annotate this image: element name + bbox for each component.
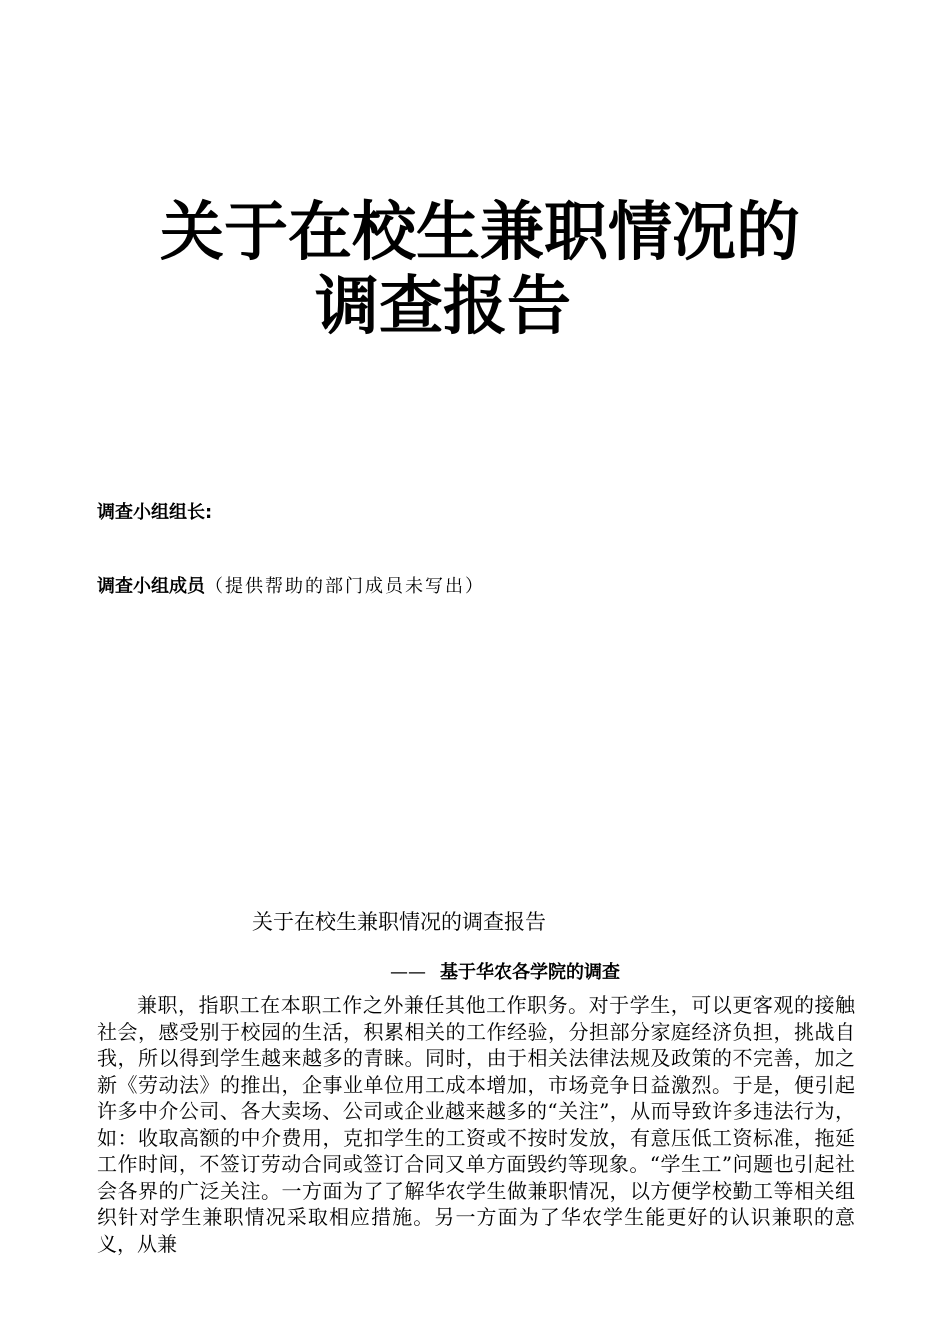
subtitle-text: 基于华农各学院的调查 — [440, 962, 620, 983]
team-leader-label: 调查小组组长: — [97, 502, 213, 523]
cover-title-line-2: 调查报告 — [315, 270, 571, 344]
subtitle-dash: —— — [390, 962, 426, 983]
report-title: 关于在校生兼职情况的调查报告 — [252, 910, 546, 934]
body-paragraph: 兼职，指职工在本职工作之外兼任其他工作职务。对于学生，可以更客观的接触社会，感受别于校园的生活，积累相关的工作经验，分担部分家庭经济负担，挑战自我，所以得到学生越来越多的青睐。同时，由于相关法律法规及政策的不完善，加之新《劳动法》的推出，企事业单位用工成本增加，市场竞争日益激烈。于是，便引起许多中介公司、各大卖场、公司或企业越来越多的“关注”，从而导致许多违法行为，如：收取高额的中介费用，克扣学生的工资或不按时发放，有意压低工资标准，拖延工作时间，不签订劳动合同或签订合同又单方面毁约等现象。“学生工”问题也引起社会各界的广泛关注。一方面为了了解华农学生做兼职情况，以方便学校勤工等相关组织针对学生兼职情况采取相应措施。另一方面为了华农学生能更好的认识兼职的意义，从兼 — [97, 993, 855, 1256]
team-members-label: 调查小组成员 — [97, 576, 205, 597]
team-members-note: （提供帮助的部门成员未写出） — [205, 576, 485, 597]
report-subtitle — [390, 958, 620, 984]
cover-title — [160, 196, 920, 344]
team-members-line — [97, 572, 485, 598]
cover-title-line-1: 关于在校生兼职情况的 — [160, 196, 800, 270]
